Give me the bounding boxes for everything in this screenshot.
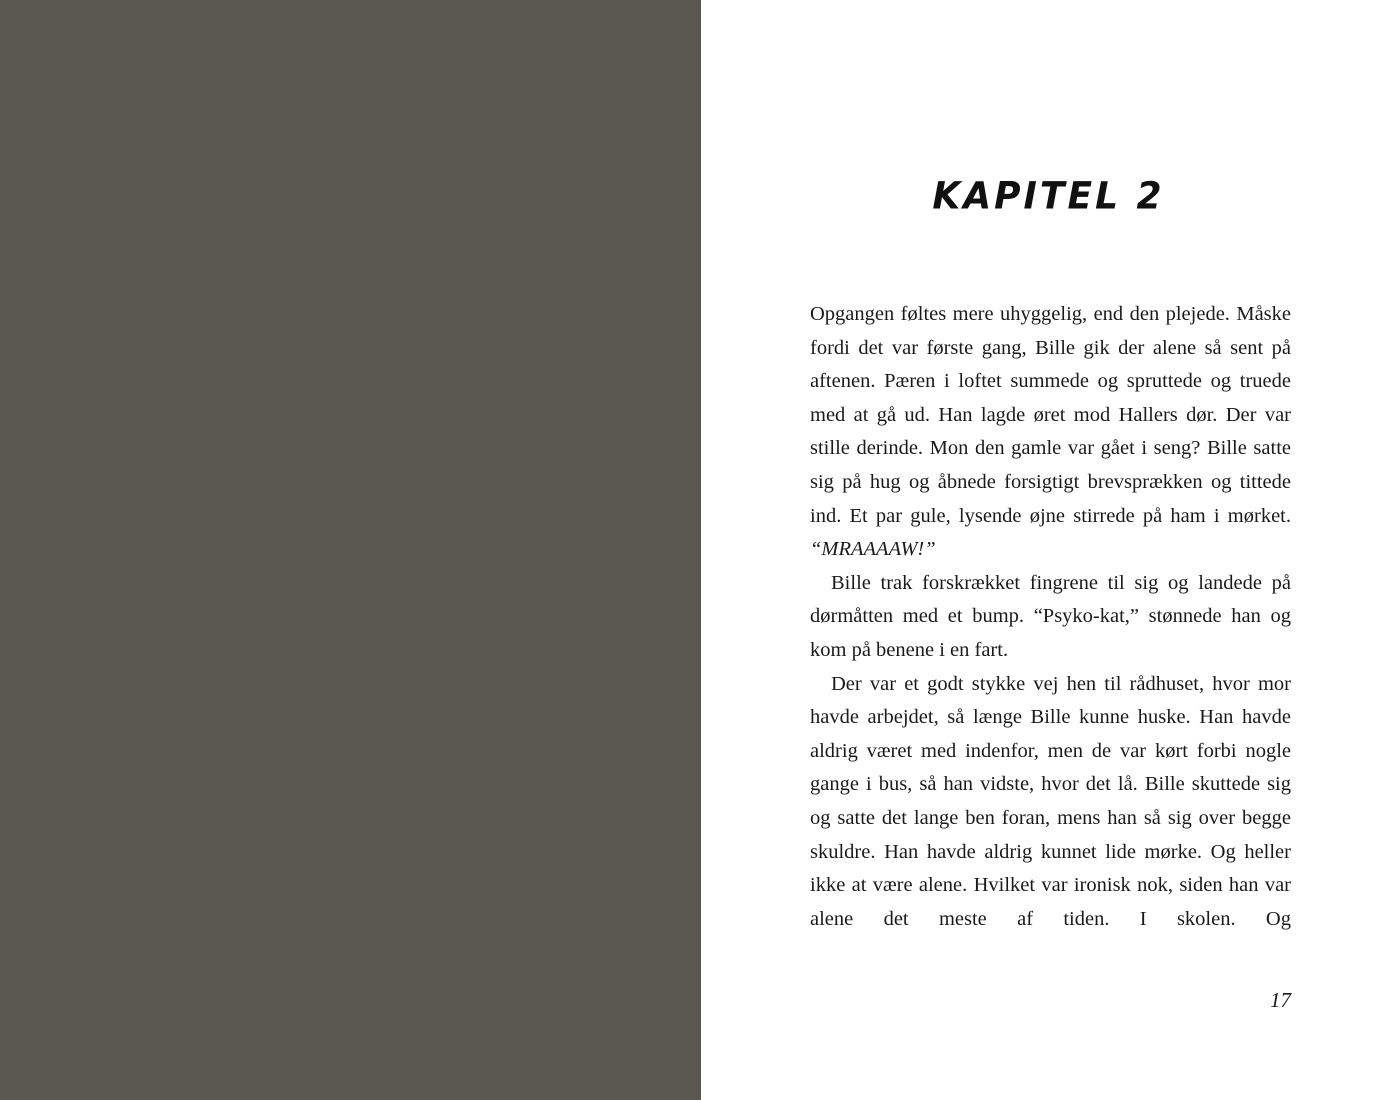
chapter-body: [810, 298, 1291, 936]
page-number: 17: [1270, 988, 1291, 1012]
paragraph-1: [810, 298, 1291, 567]
chapter-title: KAPITEL 2: [932, 174, 1165, 219]
right-page: [701, 0, 1400, 1100]
paragraph-1-emphasis: “MRAAAAW!”: [810, 538, 936, 561]
paragraph-1-text: Opgangen føltes mere uhyggelig, end den plejede. Måske fordi det var første gang, Bille gik der alene så sent på aftenen. Pæren i loftet summede og spruttede og truede med at gå ud. Han lagde øret mod Hallers dør. Der var stille derinde. Mon den gamle var gået i seng? Bille satte sig på hug og åbnede forsigtigt brevsprækken og tittede ind. Et par gule, lysende øjne stirrede på ham i mørket.: [810, 303, 1291, 527]
paragraph-3: Der var et godt stykke vej hen til rådhuset, hvor mor havde arbejdet, så længe Bille kunne huske. Han havde aldrig været med indenfor, men de var kørt forbi nogle gange i bus, så han vidste, hvor det lå. Bille skuttede sig og satte det lange ben foran, mens han så sig over begge skuldre. Han havde aldrig kunnet lide mørke. Og heller ikke at være alene. Hvilket var ironisk nok, siden han var alene det meste af tiden. I skolen. Og: [810, 672, 1291, 930]
paragraph-2: Bille trak forskrækket fingrene til sig og landede på dørmåtten med et bump. “Psyko-kat,” stønnede han og kom på benene i en fart.: [810, 571, 1291, 661]
